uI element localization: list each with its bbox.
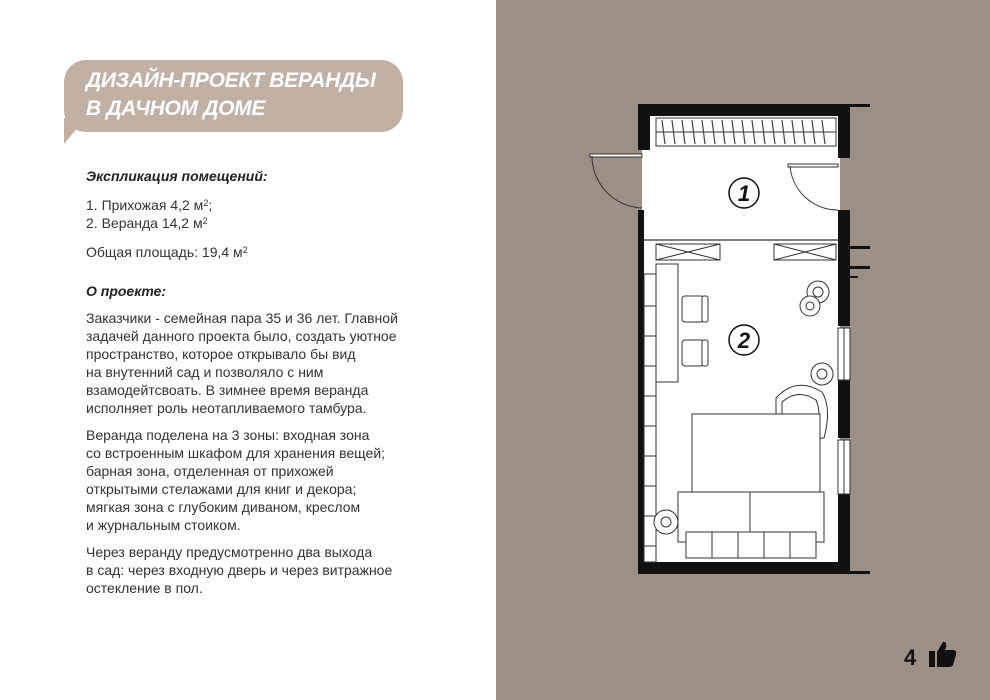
- page-title: [86, 67, 376, 123]
- page-number: 4: [904, 645, 917, 670]
- about-paragraph-3: Через веранду предусмотренно два выхода в сад: через входную дверь и через витражное остекление в пол.: [86, 544, 393, 596]
- title-line-2: В ДАЧНОМ ДОМЕ: [86, 97, 266, 120]
- explication-item-2: 2. Веранда 14,2 $м^2$: [86, 215, 208, 231]
- total-area: Общая площадь: 19,4 $м^2$: [86, 244, 248, 260]
- thumbs-up-icon: [928, 640, 958, 668]
- explication-list: [86, 196, 212, 232]
- about-paragraph-2: Веранда поделена на 3 зоны: входная зона со встроенным шкафом для хранения вещей; барная зона, отделенная от прихожей открытыми стелажами для книг и декора; мягкая зона с глубоким диваном, креслом и журнальным стоиком.: [86, 427, 386, 533]
- explication-heading: Экспликация помещений:: [86, 168, 268, 184]
- room-1-marker: [729, 178, 759, 208]
- room-2-label: 2: [737, 328, 751, 353]
- room-2-marker: [729, 325, 759, 355]
- coffee-table: [692, 414, 820, 492]
- about-paragraph-1: Заказчики - семейная пара 35 и 36 лет. Главной задачей данного проекта было, создать уютное пространство, которое открывало бы вид на внутенний сад и позволяло с ним взамодейтсвоать. В зимнее время веранда исполняет роль неотапливаемого тамбура.: [86, 310, 398, 416]
- title-line-1: ДИЗАЙН-ПРОЕКТ ВЕРАНДЫ: [86, 69, 376, 92]
- about-heading: О проекте:: [86, 283, 167, 299]
- sofa: [678, 492, 824, 558]
- floor-plan: [586, 96, 876, 586]
- title-bubble-tail: [64, 118, 86, 144]
- room-1-label: 1: [737, 181, 751, 206]
- entrance-door: [590, 154, 642, 208]
- explication-item-1: 1. Прихожая 4,2 $м^2$;: [86, 197, 213, 213]
